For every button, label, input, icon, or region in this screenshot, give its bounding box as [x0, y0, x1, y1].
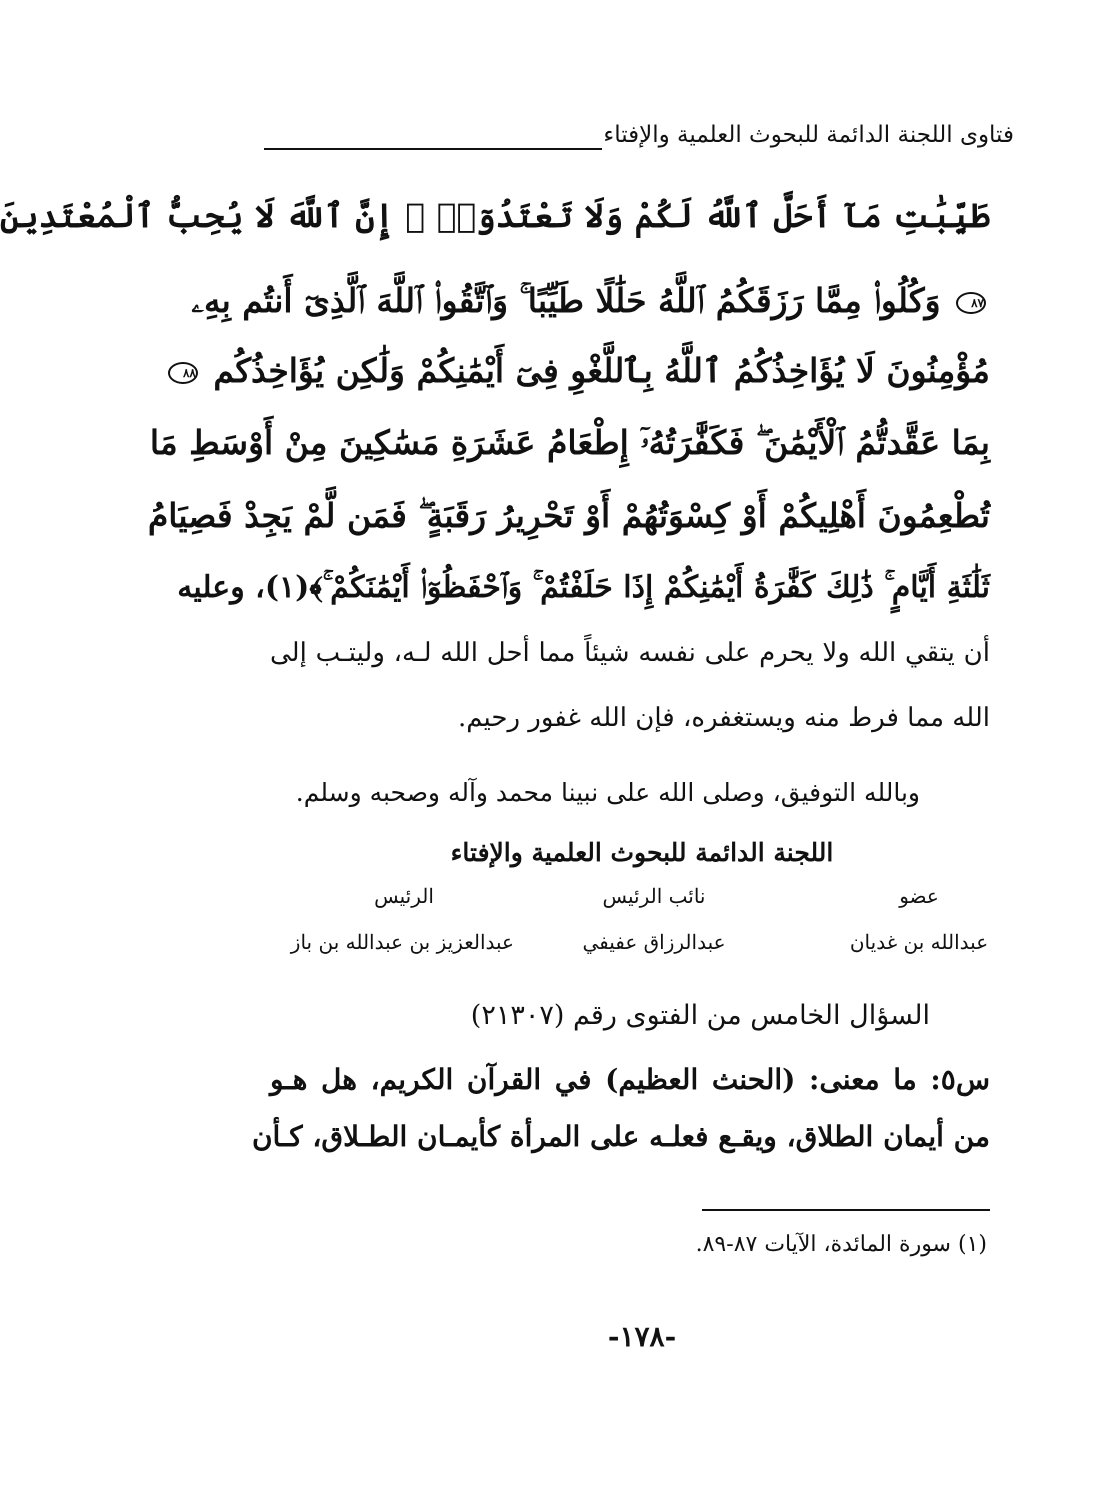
header-title: فتاوى اللجنة الدائمة للبحوث العلمية والإفتاء [603, 122, 1014, 148]
footnote-separator [702, 1209, 990, 1211]
signatory-title: نائب الرئيس [602, 884, 706, 908]
quran-verse-line [0, 196, 990, 235]
signatory-title: عضو [899, 884, 939, 908]
quran-verse-text: بِمَا عَقَّدتُّمُ ٱلْأَيْمَٰنَ ۖ فَكَفَّٰرَتُهُۥٓ إِطْعَامُ عَشَرَةِ مَسَٰكِينَ مِنْ أَوْسَطِ مَا [149, 423, 990, 462]
quran-verse-line [191, 281, 990, 320]
body-text-line: الله مما فرط منه ويستغفره، فإن الله غفور رحيم. [457, 703, 990, 733]
quran-verse-text: وَكُلُوا۟ مِمَّا رَزَقَكُمُ ٱللَّهُ حَلَٰلًا طَيِّبًا ۚ وَٱتَّقُوا۟ ٱللَّهَ ٱلَّذِىٓ أَنتُم بِهِۦ [191, 281, 941, 320]
quran-verse-line [182, 351, 990, 390]
footnote: (١) سورة المائدة، الآيات ٨٧-٨٩. [695, 1232, 987, 1257]
question-text-line: من أيمان الطلاق، ويقـع فعلـه على المرأة كأيمـان الطـلاق، كـأن [251, 1120, 990, 1153]
quran-verse-line [177, 570, 990, 605]
quran-verse-text: طَيِّبَٰتِ مَآ أَحَلَّ ٱللَّهُ لَكُمْ وَلَا تَعْتَدُوٓا۟ ۚ إِنَّ ٱللَّهَ لَا يُحِبُّ ٱلْمُعْتَدِينَ [0, 196, 990, 235]
quran-verse-line [149, 423, 990, 462]
header-rule [264, 148, 602, 150]
signatory-title: الرئيس [374, 884, 434, 908]
question-text-line: س٥: ما معنى: (الحنث العظيم) في القرآن الكريم، هل هـو [270, 1063, 990, 1096]
page-number: -١٧٨- [607, 1320, 677, 1353]
quran-verse-text: تُطْعِمُونَ أَهْلِيكُمْ أَوْ كِسْوَتُهُمْ أَوْ تَحْرِيرُ رَقَبَةٍ ۖ فَمَن لَّمْ يَجِدْ فَصِيَامُ [147, 496, 990, 535]
quran-verse-line [147, 496, 990, 535]
signatory-name: عبدالعزيز بن عبدالله بن باز [290, 930, 514, 954]
question-heading: السؤال الخامس من الفتوى رقم (٢١٣٠٧) [470, 1000, 930, 1031]
body-text-line: أن يتقي الله ولا يحرم على نفسه شيئاً مما أحل الله لـه، وليتـب إلى [270, 638, 990, 668]
signatory-name: عبدالرزاق عفيفي [582, 930, 726, 954]
signatory-name: عبدالله بن غديان [849, 930, 989, 954]
signatory-names-row [290, 930, 1004, 960]
ayah-number-marker: ٨٧ [956, 292, 986, 314]
quran-verse-text: ثَلَٰثَةِ أَيَّامٍ ۚ ذَٰلِكَ كَفَّٰرَةُ أَيْمَٰنِكُمْ إِذَا حَلَفْتُمْ ۚ وَٱحْفَظُوٓا۟ أَيْمَٰنَكُمْ ۚ﴾(١)، وعليه [177, 570, 990, 605]
committee-name: اللجنة الدائمة للبحوث العلمية والإفتاء [450, 838, 834, 867]
running-header [264, 118, 1014, 158]
signatory-titles-row [304, 884, 1004, 914]
closing-prayer: وبالله التوفيق، وصلى الله على نبينا محمد وآله وصحبه وسلم. [295, 778, 920, 807]
quran-verse-text: مُؤْمِنُونَ لَا يُؤَاخِذُكُمُ ٱللَّهُ بِٱللَّغْوِ فِىٓ أَيْمَٰنِكُمْ وَلَٰكِن يُؤَاخِذُكُم [213, 351, 990, 390]
ayah-number-marker: ٨٨ [168, 362, 198, 384]
